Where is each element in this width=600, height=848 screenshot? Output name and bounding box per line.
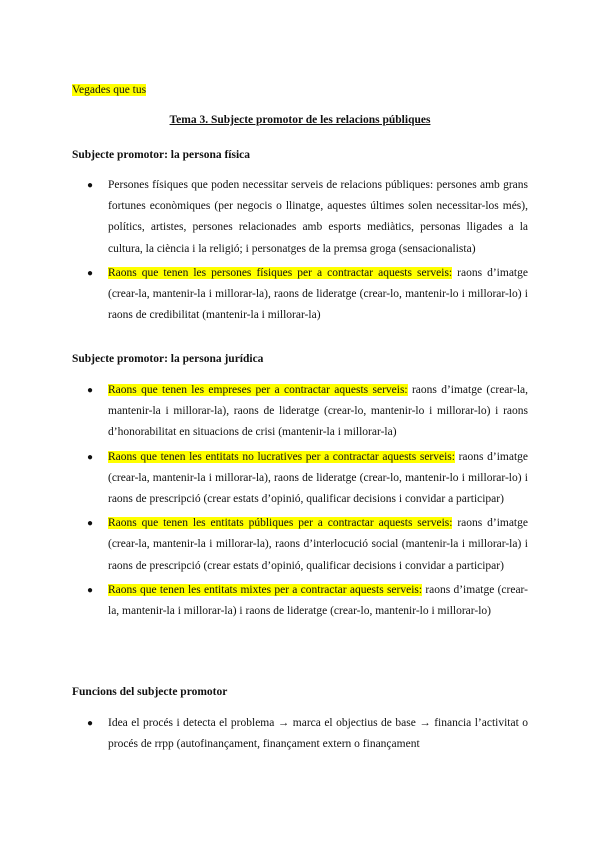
section-heading-persona-juridica: Subjecte promotor: la persona jurídica (72, 353, 264, 365)
bullet-icon: ● (87, 584, 94, 596)
bullet-icon: ● (87, 385, 94, 396)
list-item: ● Idea el procés i detecta el problema → marca el objectius de base → financia l’activitat o procés de rrpp (autofinançament, finançament extern o finançament (72, 713, 528, 755)
section-heading-funcions: Funcions del subjecte promotor (72, 686, 228, 698)
bullet-icon: ● (87, 718, 94, 729)
list-item: ● Persones físiques que poden necessitar serveis de relacions públiques: persones amb grans fortunes econòmiques (per negocis o llinatge, aquestes últimes solen necessitar-los més), polítics, artistes, persones relacionades amb esports mediàtics, personas lligades a la cultura, la ciència i la religió; i personatges de la premsa groga (sensacionalista) (72, 175, 528, 260)
list-item: ● Raons que tenen les entitats no lucratives per a contractar aquests serveis: raons d’imatge (crear-la, mantenir-la i millorar-la), raons de lideratge (crear-lo, mantenir-lo i millorar-lo) i raons de prescripció (crear estats d’opinió, qualificar decisions i convidar a participar) (72, 447, 528, 511)
highlighted-note: Vegades que tus (72, 84, 147, 96)
list-item: ● Raons que tenen les persones físiques per a contractar aquests serveis: raons d’imatge (crear-la, mantenir-la i millorar-la), raons de lideratge (crear-lo, mantenir-lo i millorar-lo) i raons de credibilitat (mantenir-la i millorar-la) (72, 263, 528, 327)
bullet-list-funcions (72, 713, 528, 758)
bullet-icon: ● (87, 180, 94, 191)
section-heading-persona-fisica: Subjecte promotor: la persona física (72, 149, 251, 161)
bullet-list-persona-juridica (72, 380, 528, 625)
bullet-icon: ● (87, 518, 94, 530)
list-item: ● Raons que tenen les entitats públiques per a contractar aquests serveis: raons d’imatge (crear-la, mantenir-la i millorar-la), raons d’interlocució social (mantenir-la i millorar-la) i raons de prescripció (crear estats d’opinió, qualificar decisions i convidar a participar) (72, 513, 528, 577)
list-item: ● Raons que tenen les entitats mixtes per a contractar aquests serveis: raons d’imatge (crear-la, mantenir-la i millorar-la) i raons de lideratge (crear-lo, mantenir-lo i millorar-lo) (72, 580, 528, 622)
page-title: Tema 3. Subjecte promotor de les relacions públiques (169, 114, 431, 126)
bullet-icon: ● (87, 267, 94, 279)
bullet-list-persona-fisica (72, 175, 528, 329)
list-item: ● Raons que tenen les empreses per a contractar aquests serveis: raons d’imatge (crear-la, mantenir-la i millorar-la), raons de lideratge (crear-lo, mantenir-lo i millorar-lo) i raons d’honorabilitat en situacions de crisi (mantenir-la i millorar-la) (72, 380, 528, 444)
bullet-icon: ● (87, 451, 94, 463)
